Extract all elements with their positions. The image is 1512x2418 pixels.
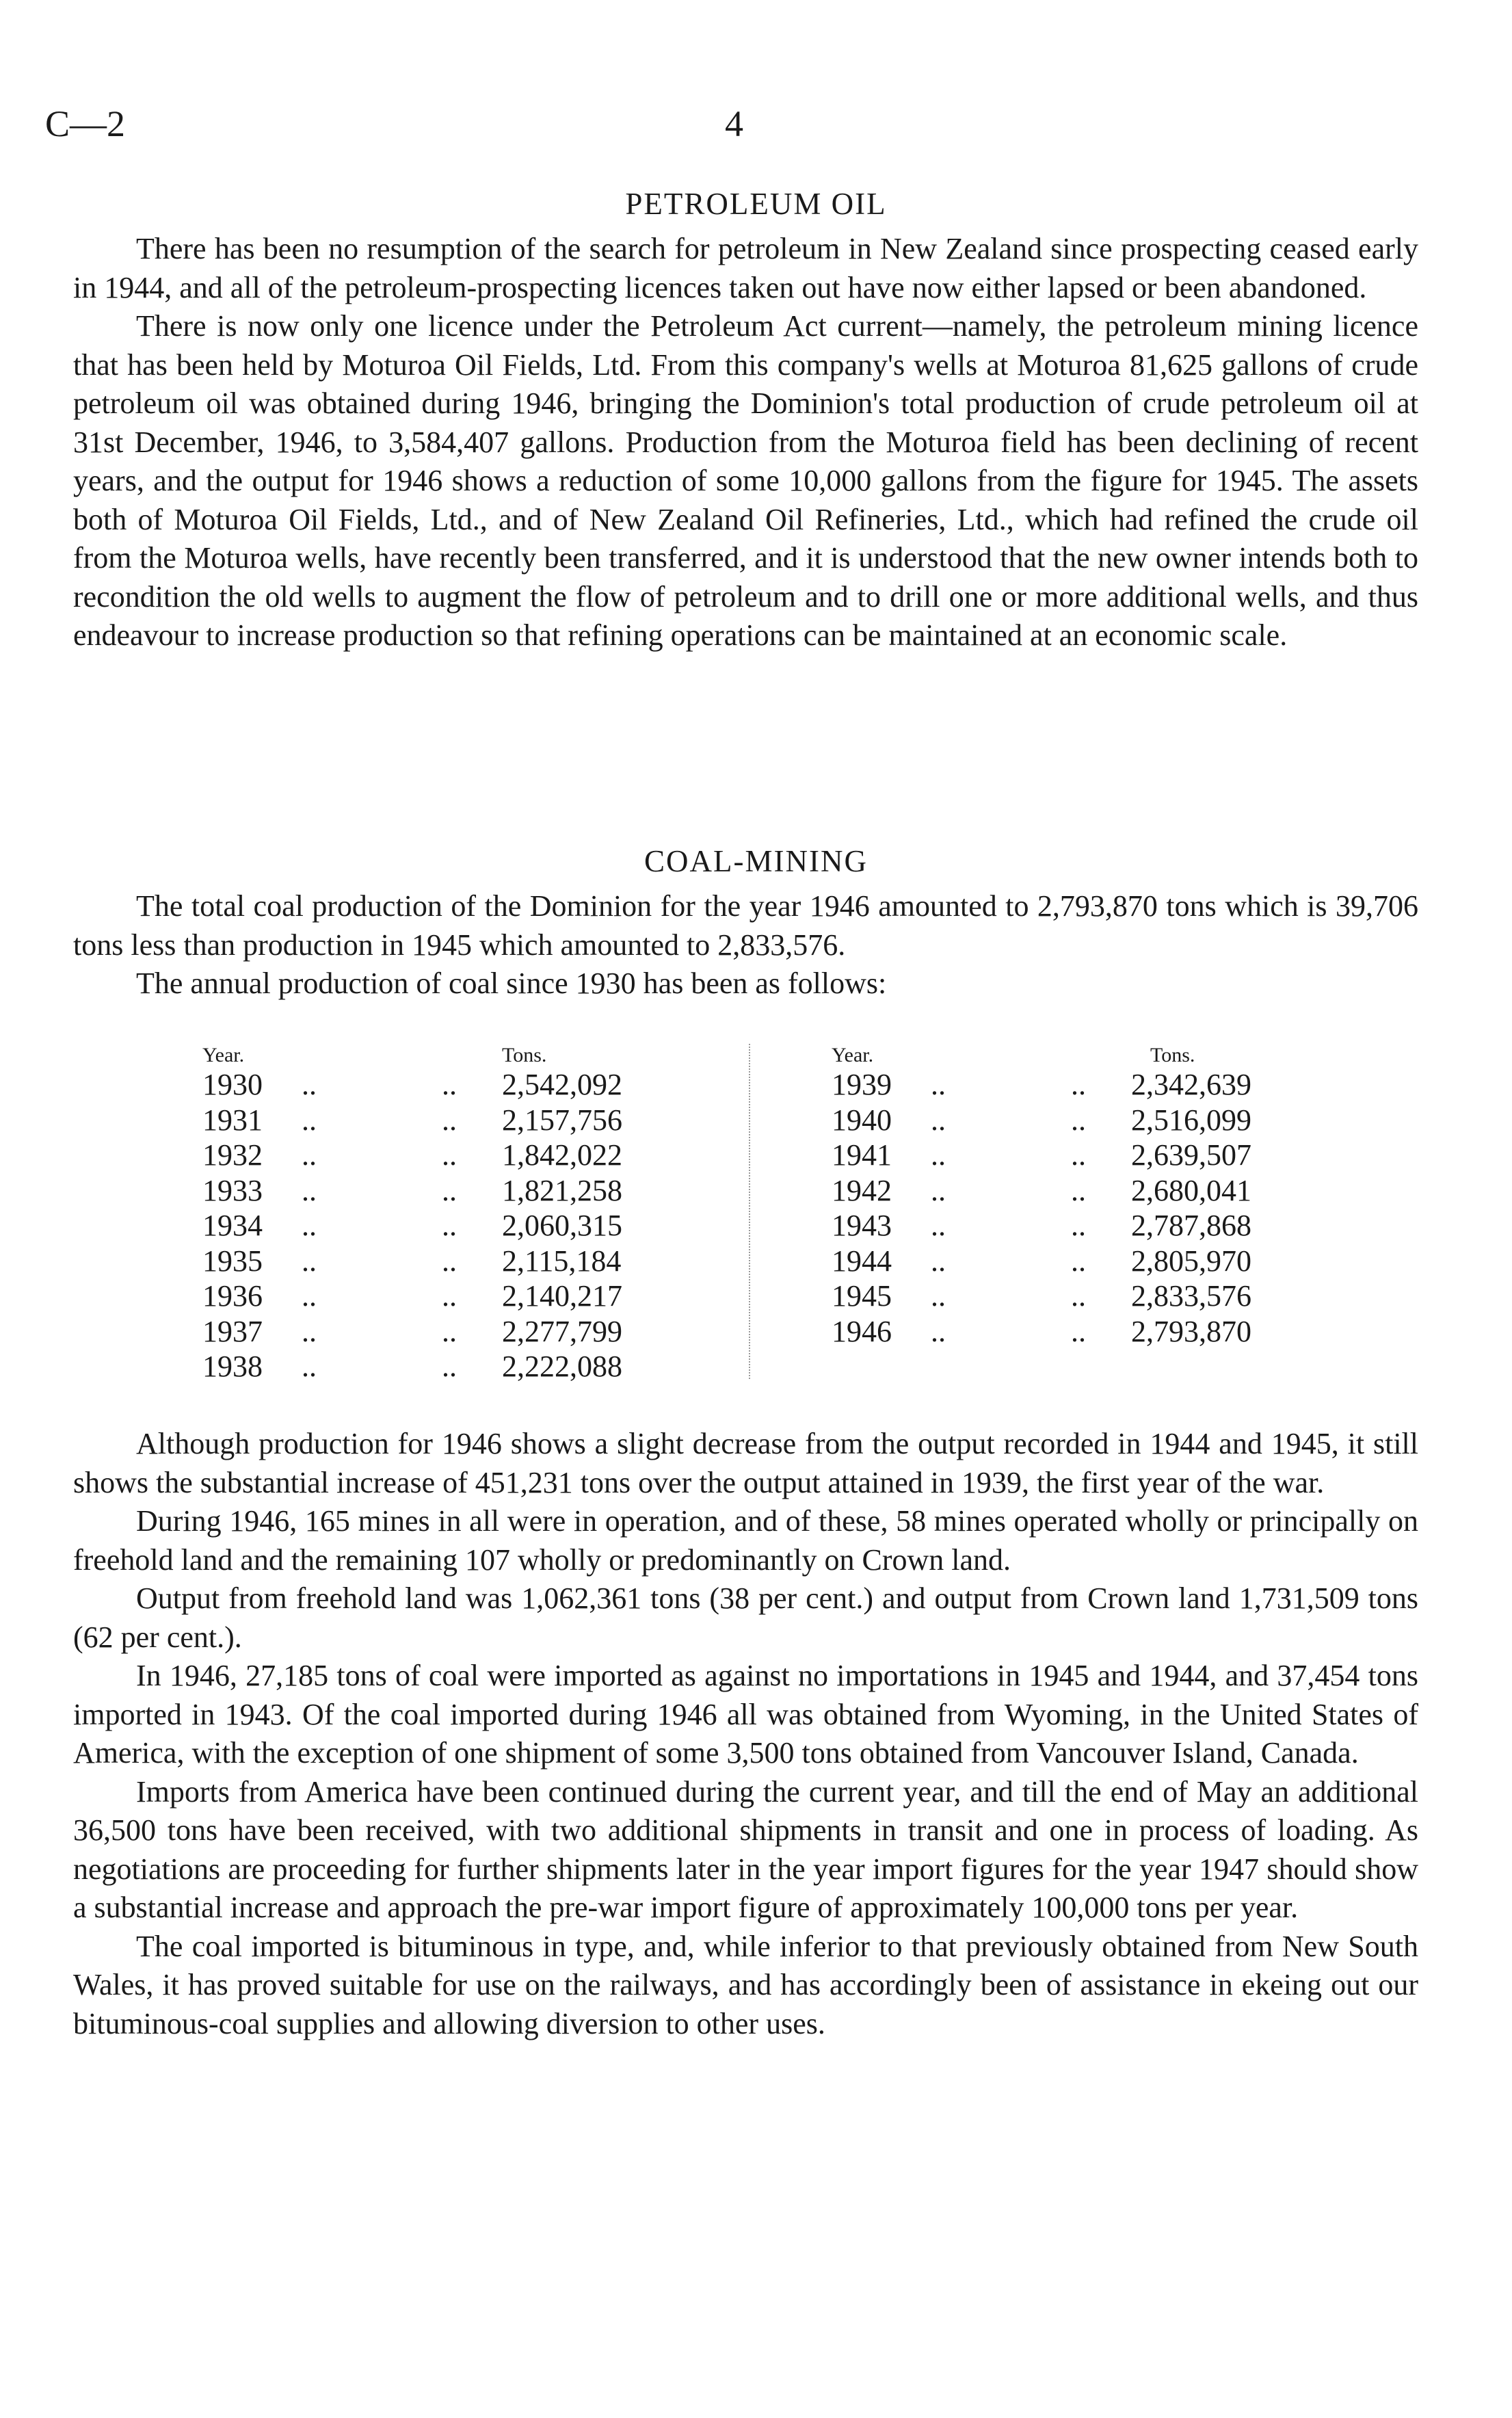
coal-paragraph-5: Imports from America have been continued during the current year, and till the end of May an additional 36,500 tons have been received, with two additional shipments in transit and one in process of loading. As negotiations are proceeding for further shipments later in the year import figures for the year 1947 should show a substantial increase and approach the pre-war import figure of approximately 100,000 tons per year. [73, 1774, 1418, 1924]
year-cell: 1945 [832, 1279, 892, 1313]
tons-column-header: Tons. [502, 1044, 547, 1066]
table-row [202, 1349, 680, 1384]
coal-heading: COAL-MINING [644, 844, 868, 878]
leader-dots: .. [931, 1103, 946, 1137]
column-divider [749, 1044, 750, 1379]
table-header [832, 1041, 1328, 1067]
tons-cell: 2,542,092 [502, 1068, 622, 1102]
table-row [202, 1278, 680, 1314]
tons-cell: 2,277,799 [502, 1314, 622, 1348]
leader-dots: .. [442, 1103, 457, 1137]
table-row [832, 1208, 1328, 1244]
table-row [202, 1244, 680, 1279]
year-cell: 1937 [202, 1314, 263, 1348]
table-row [202, 1067, 680, 1103]
leader-dots: .. [442, 1350, 457, 1384]
leader-dots: .. [442, 1279, 457, 1313]
tons-cell: 2,222,088 [502, 1350, 622, 1384]
tons-cell: 2,060,315 [502, 1209, 622, 1243]
leader-dots: .. [302, 1103, 317, 1137]
leader-dots: .. [931, 1138, 946, 1172]
year-cell: 1946 [832, 1314, 892, 1348]
table-row [832, 1173, 1328, 1209]
table-row [832, 1138, 1328, 1173]
table-row [202, 1314, 680, 1350]
leader-dots: .. [1071, 1209, 1086, 1243]
year-cell: 1940 [832, 1103, 892, 1137]
coal-table-left [202, 1041, 680, 1384]
leader-dots: .. [442, 1173, 457, 1207]
tons-cell: 1,842,022 [502, 1138, 622, 1172]
coal-paragraph-1: Although production for 1946 shows a slight decrease from the output recorded in 1944 and 1945, it still shows the substantial increase of 451,231 tons over the output attained in 1939, the first year of the war. [73, 1427, 1418, 1499]
year-cell: 1941 [832, 1138, 892, 1172]
petroleum-paragraph-1: There has been no resumption of the search for petroleum in New Zealand since prospecting ceased early in 1944, and all of the petroleum-prospecting licences taken out have now either lapsed or been abandoned. [73, 232, 1418, 304]
leader-dots: .. [1071, 1068, 1086, 1102]
leader-dots: .. [442, 1314, 457, 1348]
leader-dots: .. [931, 1314, 946, 1348]
year-cell: 1934 [202, 1209, 263, 1243]
coal-paragraph-2: During 1946, 165 mines in all were in operation, and of these, 58 mines operated wholly or principally on freehold land and the remaining 107 wholly or predominantly on Crown land. [73, 1504, 1418, 1577]
leader-dots: .. [931, 1173, 946, 1207]
year-column-header: Year. [202, 1044, 245, 1066]
year-cell: 1938 [202, 1350, 263, 1384]
coal-intro-paragraph-2: The annual production of coal since 1930 has been as follows: [136, 967, 887, 1000]
table-row [832, 1103, 1328, 1138]
tons-cell: 2,140,217 [502, 1279, 622, 1313]
leader-dots: .. [931, 1279, 946, 1313]
table-row [202, 1138, 680, 1173]
coal-intro-paragraph-1: The total coal production of the Dominion for the year 1946 amounted to 2,793,870 tons which is 39,706 tons less than production in 1945 which amounted to 2,833,576. [73, 889, 1418, 962]
leader-dots: .. [302, 1173, 317, 1207]
coal-section [73, 1425, 1418, 2043]
table-row [832, 1244, 1328, 1279]
tons-cell: 2,805,970 [1131, 1244, 1251, 1278]
leader-dots: .. [931, 1068, 946, 1102]
leader-dots: .. [442, 1138, 457, 1172]
tons-cell: 2,680,041 [1131, 1173, 1251, 1207]
year-cell: 1939 [832, 1068, 892, 1102]
leader-dots: .. [931, 1209, 946, 1243]
table-row [202, 1103, 680, 1138]
leader-dots: .. [1071, 1138, 1086, 1172]
tons-cell: 2,157,756 [502, 1103, 622, 1137]
leader-dots: .. [1071, 1314, 1086, 1348]
leader-dots: .. [1071, 1173, 1086, 1207]
leader-dots: .. [1071, 1279, 1086, 1313]
year-cell: 1933 [202, 1173, 263, 1207]
leader-dots: .. [442, 1244, 457, 1278]
table-row [202, 1173, 680, 1209]
tons-cell: 2,793,870 [1131, 1314, 1251, 1348]
petroleum-section [73, 230, 1418, 655]
leader-dots: .. [302, 1209, 317, 1243]
table-row [832, 1067, 1328, 1103]
year-column-header: Year. [832, 1044, 874, 1066]
year-cell: 1936 [202, 1279, 263, 1313]
tons-column-header: Tons. [1150, 1044, 1195, 1066]
tons-cell: 1,821,258 [502, 1173, 622, 1207]
leader-dots: .. [302, 1138, 317, 1172]
year-cell: 1931 [202, 1103, 263, 1137]
leader-dots: .. [302, 1279, 317, 1313]
coal-paragraph-4: In 1946, 27,185 tons of coal were imported as against no importations in 1945 and 1944, and 37,454 tons imported in 1943. Of the coal imported during 1946 all was obtained from Wyoming, in the United States of America, with the exception of one shipment of some 3,500 tons obtained from Vancouver Island, Canada. [73, 1659, 1418, 1770]
tons-cell: 2,516,099 [1131, 1103, 1251, 1137]
table-header [202, 1041, 680, 1067]
leader-dots: .. [1071, 1244, 1086, 1278]
leader-dots: .. [442, 1209, 457, 1243]
tons-cell: 2,115,184 [502, 1244, 622, 1278]
leader-dots: .. [442, 1068, 457, 1102]
coal-table-right [832, 1041, 1328, 1349]
coal-paragraph-6: The coal imported is bituminous in type, and, while inferior to that previously obtained from New South Wales, it has proved suitable for use on the railways, and has accordingly been of assistance in ekeing out our bituminous-coal supplies and allowing diversion to other uses. [73, 1929, 1418, 2040]
year-cell: 1932 [202, 1138, 263, 1172]
table-row [832, 1314, 1328, 1350]
coal-paragraph-3: Output from freehold land was 1,062,361 tons (38 per cent.) and output from Crown land 1,731,509 tons (62 per cent.). [73, 1581, 1418, 1654]
tons-cell: 2,639,507 [1131, 1138, 1251, 1172]
page-number: 4 [725, 103, 743, 144]
year-cell: 1944 [832, 1244, 892, 1278]
leader-dots: .. [931, 1244, 946, 1278]
leader-dots: .. [1071, 1103, 1086, 1137]
leader-dots: .. [302, 1314, 317, 1348]
year-cell: 1930 [202, 1068, 263, 1102]
table-row [202, 1208, 680, 1244]
year-cell: 1943 [832, 1209, 892, 1243]
table-row [832, 1278, 1328, 1314]
leader-dots: .. [302, 1244, 317, 1278]
year-cell: 1935 [202, 1244, 263, 1278]
leader-dots: .. [302, 1350, 317, 1384]
tons-cell: 2,342,639 [1131, 1068, 1251, 1102]
coal-intro [73, 887, 1418, 1003]
year-cell: 1942 [832, 1173, 892, 1207]
tons-cell: 2,833,576 [1131, 1279, 1251, 1313]
leader-dots: .. [302, 1068, 317, 1102]
tons-cell: 2,787,868 [1131, 1209, 1251, 1243]
petroleum-heading: PETROLEUM OIL [625, 187, 887, 221]
petroleum-paragraph-2: There is now only one licence under the Petroleum Act current—namely, the petroleum mining licence that has been held by Moturoa Oil Fields, Ltd. From this company's wells at Moturoa 81,625 gallons of crude petroleum oil was obtained during 1946, bringing the Dominion's total production of crude petroleum oil at 31st December, 1946, to 3,584,407 gallons. Production from the Moturoa field has been declining of recent years, and the output for 1946 shows a reduction of some 10,000 gallons from the figure for 1945. The assets both of Moturoa Oil Fields, Ltd., and of New Zealand Oil Refineries, Ltd., which had refined the crude oil from the Moturoa wells, have recently been transferred, and it is understood that the new owner intends both to recondition the old wells to augment the flow of petroleum and to drill one or more additional wells, and thus endeavour to increase production so that refining operations can be maintained at an economic scale. [73, 309, 1418, 652]
report-code: C—2 [45, 103, 126, 144]
